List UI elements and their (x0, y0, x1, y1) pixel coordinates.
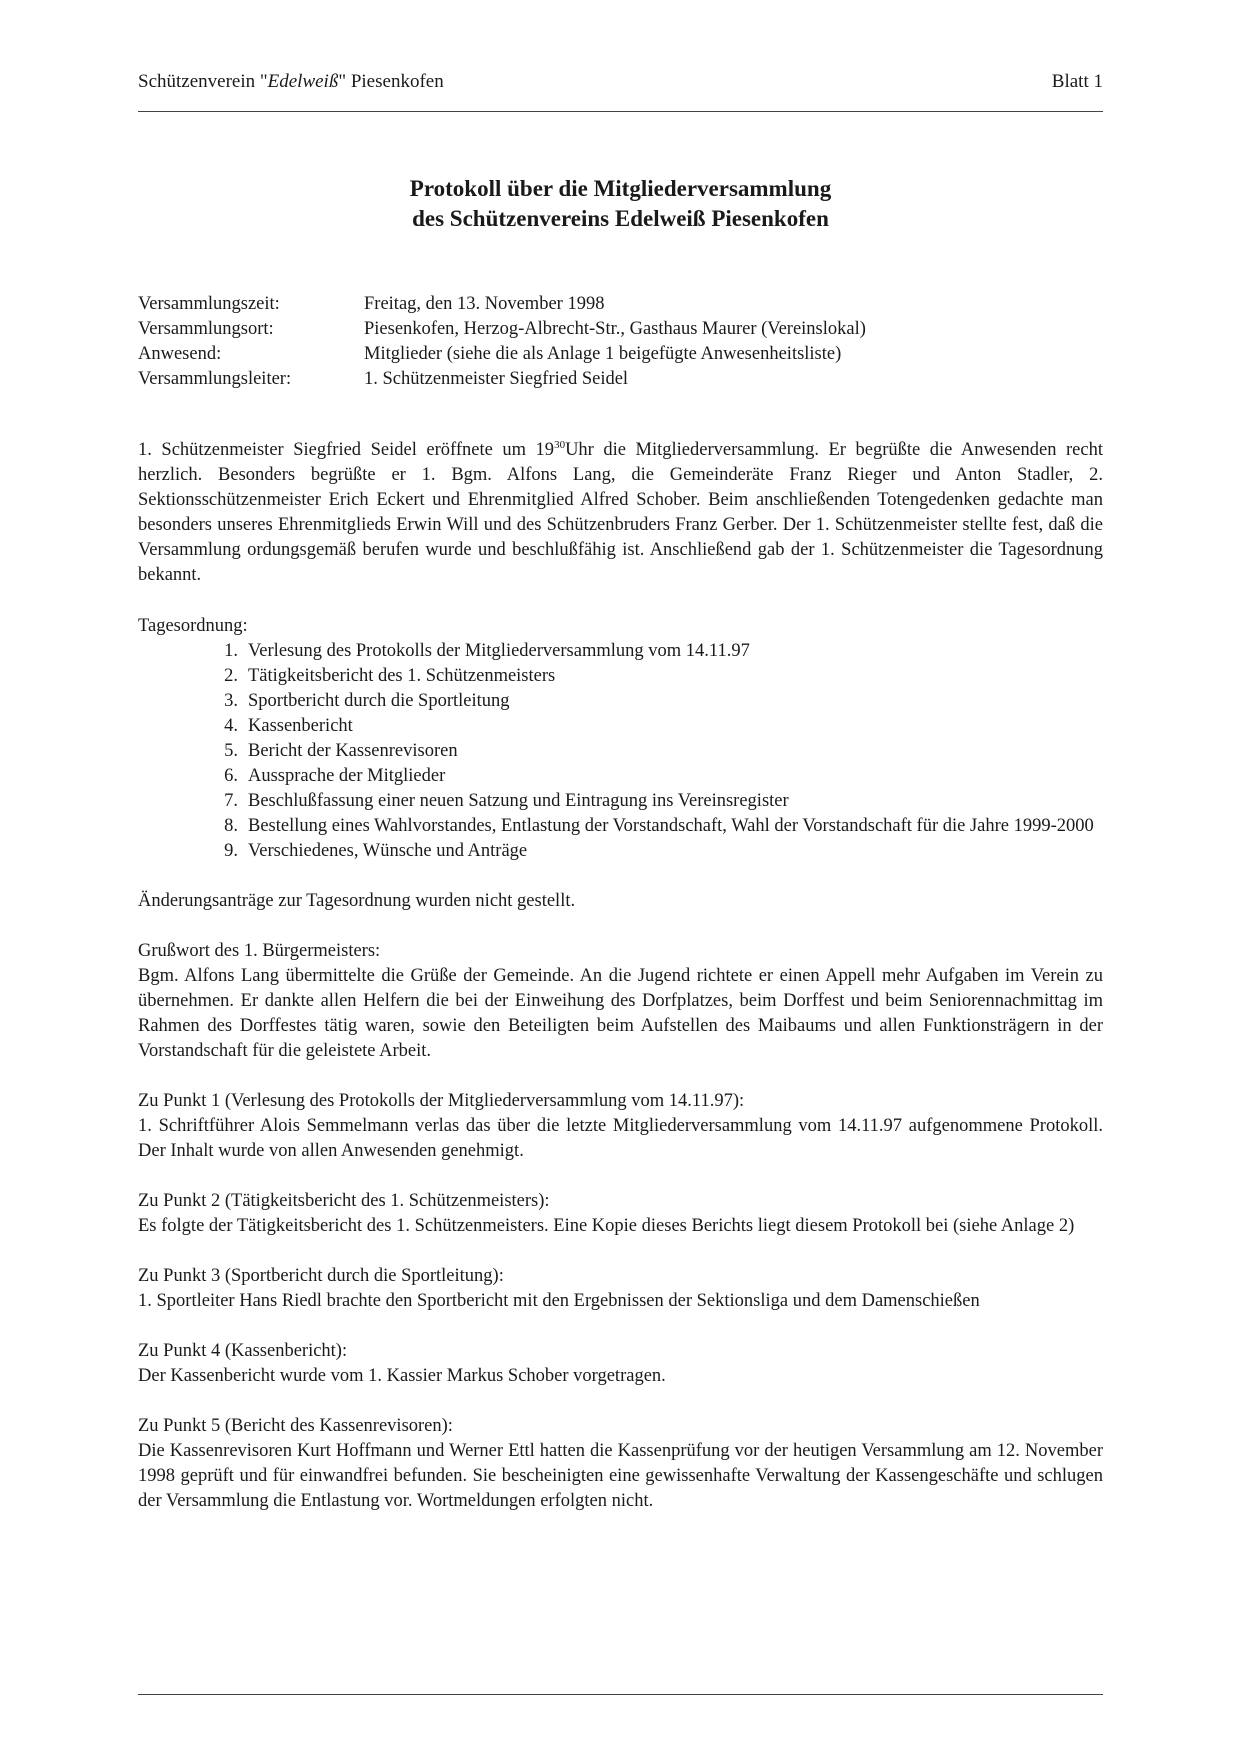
club-name-suffix: " Piesenkofen (338, 71, 444, 92)
document-title (138, 174, 1103, 234)
section-heading: Zu Punkt 3 (Sportbericht durch die Sportleitung): (138, 1266, 504, 1286)
meta-label: Anwesend: (138, 344, 222, 364)
agenda-item-number: 8. (224, 816, 238, 836)
agenda-item-text: Bestellung eines Wahlvorstandes, Entlastung der Vorstandschaft, Wahl der Vorstandschaft für die Jahre 1999-2000 (248, 816, 1094, 836)
meta-value: Piesenkofen, Herzog-Albrecht-Str., Gasthaus Maurer (Vereinslokal) (364, 319, 866, 339)
section-point-5 (138, 1414, 1103, 1514)
agenda-item (210, 764, 1103, 789)
header-divider (138, 111, 1103, 112)
agenda-list (138, 639, 1103, 864)
club-name (138, 70, 444, 94)
agenda-item (210, 714, 1103, 739)
agenda-item-text: Aussprache der Mitglieder (248, 766, 446, 786)
document-body (138, 292, 1103, 1514)
page-header (138, 70, 1103, 100)
footer-divider (138, 1694, 1103, 1695)
agenda-item (210, 689, 1103, 714)
agenda-item-text: Bericht der Kassenrevisoren (248, 741, 458, 761)
agenda-item (210, 814, 1103, 839)
agenda-item (210, 639, 1103, 664)
agenda-item-text: Verschiedenes, Wünsche und Anträge (248, 841, 528, 861)
intro-paragraph (138, 438, 1103, 588)
agenda-item-number: 2. (224, 666, 238, 686)
meeting-place-row (138, 317, 1103, 342)
meta-label: Versammlungsleiter: (138, 369, 292, 389)
meta-label: Versammlungszeit: (138, 294, 280, 314)
section-point-4 (138, 1339, 1103, 1389)
club-name-prefix: Schützenverein " (138, 71, 268, 92)
sheet-number: Blatt 1 (1051, 71, 1103, 92)
agenda-item-number: 7. (224, 791, 238, 811)
section-greeting (138, 939, 1103, 1064)
section-body: 1. Schriftführer Alois Semmelmann verlas das über die letzte Mitgliederversammlung vom 14.11.97 aufgenommene Protokoll. Der Inhalt wurde von allen Anwesenden genehmigt. (138, 1116, 1103, 1161)
intro-text-2: Uhr die Mitgliederversammlung. Er begrüßte die Anwesenden recht herzlich. Besonders begrüßte er 1. Bgm. Alfons Lang, die Gemeinderäte Franz Rieger und Anton Stadler, 2. Sektionsschützenmeister Erich Eckert und Ehrenmitglied Alfred Schober. Beim anschließenden Totengedenken gedachte man besonders unseres Ehrenmitglieds Erwin Will und des Schützenbruders Franz Gerber. Der 1. Schützenmeister stellte fest, daß die Versammlung ordungsgemäß berufen wurde und beschlußfähig ist. Anschließend gab der 1. Schützenmeister die Tagesordnung bekannt. (138, 440, 1103, 585)
agenda-item-number: 5. (224, 741, 238, 761)
agenda-item (210, 839, 1103, 864)
section-body: 1. Sportleiter Hans Riedl brachte den Sportbericht mit den Ergebnissen der Sektionsliga und dem Damenschießen (138, 1291, 980, 1311)
agenda-item-text: Beschlußfassung einer neuen Satzung und Eintragung ins Vereinsregister (248, 791, 789, 811)
agenda-note: Änderungsanträge zur Tagesordnung wurden nicht gestellt. (138, 891, 576, 911)
meta-value: Freitag, den 13. November 1998 (364, 294, 605, 314)
title-line-1: Protokoll über die Mitgliederversammlung (409, 176, 832, 201)
title-line-2: des Schützenvereins Edelweiß Piesenkofen (412, 206, 829, 231)
section-body: Bgm. Alfons Lang übermittelte die Grüße der Gemeinde. An die Jugend richtete er einen Appell mehr Aufgaben im Verein zu übernehmen. Er dankte allen Helfern die bei der Einweihung des Dorfplatzes, beim Dorffest und beim Seniorennachmittag im Rahmen des Dorffestes tätig waren, sowie den Beteiligten beim Aufstellen des Maibaums und allen Funktionsträgern in der Vorstandschaft für die geleistete Arbeit. (138, 966, 1103, 1061)
section-body: Es folgte der Tätigkeitsbericht des 1. Schützenmeisters. Eine Kopie dieses Berichts liegt diesem Protokoll bei (siehe Anlage 2) (138, 1216, 1075, 1236)
meta-value: 1. Schützenmeister Siegfried Seidel (364, 369, 629, 389)
section-heading: Zu Punkt 4 (Kassenbericht): (138, 1341, 348, 1361)
meeting-details (138, 292, 1103, 392)
section-point-2 (138, 1189, 1103, 1239)
section-body: Die Kassenrevisoren Kurt Hoffmann und Werner Ettl hatten die Kassenprüfung vor der heutigen Versammlung am 12. November 1998 geprüft und für einwandfrei befunden. Sie bescheinigten eine gewissenhafte Verwaltung der Kassengeschäfte und schlugen der Versammlung die Entlastung vor. Wortmeldungen erfolgten nicht. (138, 1441, 1103, 1511)
agenda-item-text: Tätigkeitsbericht des 1. Schützenmeisters (248, 666, 556, 686)
section-heading: Grußwort des 1. Bürgermeisters: (138, 941, 381, 961)
club-name-italic: Edelweiß (267, 71, 339, 92)
section-point-1 (138, 1089, 1103, 1164)
section-body: Der Kassenbericht wurde vom 1. Kassier Markus Schober vorgetragen. (138, 1366, 666, 1386)
section-heading: Zu Punkt 5 (Bericht des Kassenrevisoren): (138, 1416, 453, 1436)
meeting-time-row (138, 292, 1103, 317)
intro-text-1: 1. Schützenmeister Siegfried Seidel eröffnete um 19 (138, 440, 555, 460)
agenda-item-text: Kassenbericht (248, 716, 353, 736)
agenda-item-text: Verlesung des Protokolls der Mitgliederversammlung vom 14.11.97 (248, 641, 750, 661)
intro-time-superscript: 30 (554, 438, 566, 451)
agenda-item-text: Sportbericht durch die Sportleitung (248, 691, 510, 711)
section-heading: Zu Punkt 1 (Verlesung des Protokolls der Mitgliederversammlung vom 14.11.97): (138, 1091, 745, 1111)
agenda-item-number: 4. (224, 716, 238, 736)
agenda-title: Tagesordnung: (138, 616, 248, 636)
meta-label: Versammlungsort: (138, 319, 274, 339)
section-point-3 (138, 1264, 1103, 1314)
attendees-row (138, 342, 1103, 367)
agenda-item (210, 789, 1103, 814)
meta-value: Mitglieder (siehe die als Anlage 1 beigefügte Anwesenheitsliste) (364, 344, 842, 364)
agenda-item-number: 1. (224, 641, 238, 661)
agenda-item (210, 739, 1103, 764)
section-heading: Zu Punkt 2 (Tätigkeitsbericht des 1. Schützenmeisters): (138, 1191, 550, 1211)
agenda-item-number: 3. (224, 691, 238, 711)
agenda-item-number: 9. (224, 841, 238, 861)
chairperson-row (138, 367, 1103, 392)
agenda-item-number: 6. (224, 766, 238, 786)
agenda-item (210, 664, 1103, 689)
